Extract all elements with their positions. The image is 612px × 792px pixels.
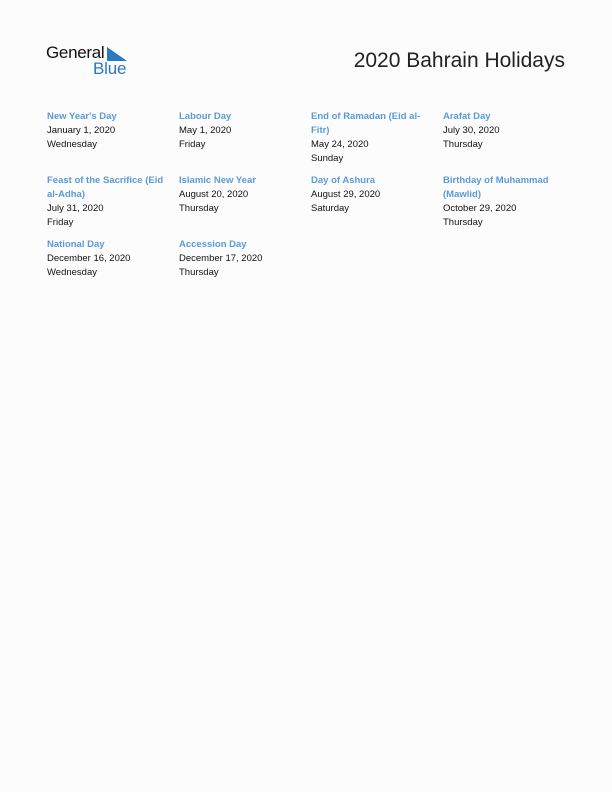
holiday-weekday: Thursday xyxy=(179,203,219,214)
holiday-name: Arafat Day xyxy=(443,111,491,122)
holiday-item xyxy=(47,238,179,280)
holiday-date: July 31, 2020 xyxy=(47,203,104,214)
holiday-item xyxy=(443,110,575,166)
logo-word-blue: Blue xyxy=(93,59,127,78)
holiday-date: May 24, 2020 xyxy=(311,139,369,150)
logo-word-general: General xyxy=(46,43,105,62)
holiday-name: Islamic New Year xyxy=(179,175,256,186)
holiday-name: Accession Day xyxy=(179,239,247,250)
page-title: 2020 Bahrain Holidays xyxy=(353,49,565,72)
holiday-item xyxy=(47,110,179,166)
holiday-grid xyxy=(47,110,577,280)
holiday-name: Birthday of Muhammad (Mawlid) xyxy=(443,175,549,200)
holiday-date: December 16, 2020 xyxy=(47,253,131,264)
holiday-name: Labour Day xyxy=(179,111,232,122)
generalblue-logo xyxy=(46,43,136,79)
holiday-name: Day of Ashura xyxy=(311,175,376,186)
holiday-item xyxy=(311,174,443,230)
holiday-weekday: Thursday xyxy=(443,139,483,150)
holiday-weekday: Sunday xyxy=(311,153,344,164)
holiday-item xyxy=(179,238,311,280)
holiday-date: October 29, 2020 xyxy=(443,203,517,214)
holiday-weekday: Friday xyxy=(47,217,74,228)
holiday-item xyxy=(179,110,311,166)
holiday-item xyxy=(179,174,311,230)
holiday-name: Feast of the Sacrifice (Eid al-Adha) xyxy=(47,175,164,200)
holiday-item xyxy=(47,174,179,230)
holiday-weekday: Thursday xyxy=(443,217,483,228)
holiday-date: August 20, 2020 xyxy=(179,189,249,200)
holiday-date: December 17, 2020 xyxy=(179,253,263,264)
holiday-weekday: Thursday xyxy=(179,267,219,278)
holiday-date: May 1, 2020 xyxy=(179,125,232,136)
holiday-date: July 30, 2020 xyxy=(443,125,500,136)
holiday-item xyxy=(443,174,575,230)
holiday-date: August 29, 2020 xyxy=(311,189,381,200)
holiday-item xyxy=(311,110,443,166)
holiday-weekday: Wednesday xyxy=(47,139,97,150)
holiday-weekday: Friday xyxy=(179,139,206,150)
holiday-name: New Year's Day xyxy=(47,111,117,122)
holiday-name: National Day xyxy=(47,239,105,250)
holiday-name: End of Ramadan (Eid al-Fitr) xyxy=(311,111,421,136)
holiday-date: January 1, 2020 xyxy=(47,125,116,136)
holiday-weekday: Saturday xyxy=(311,203,350,214)
holiday-weekday: Wednesday xyxy=(47,267,97,278)
